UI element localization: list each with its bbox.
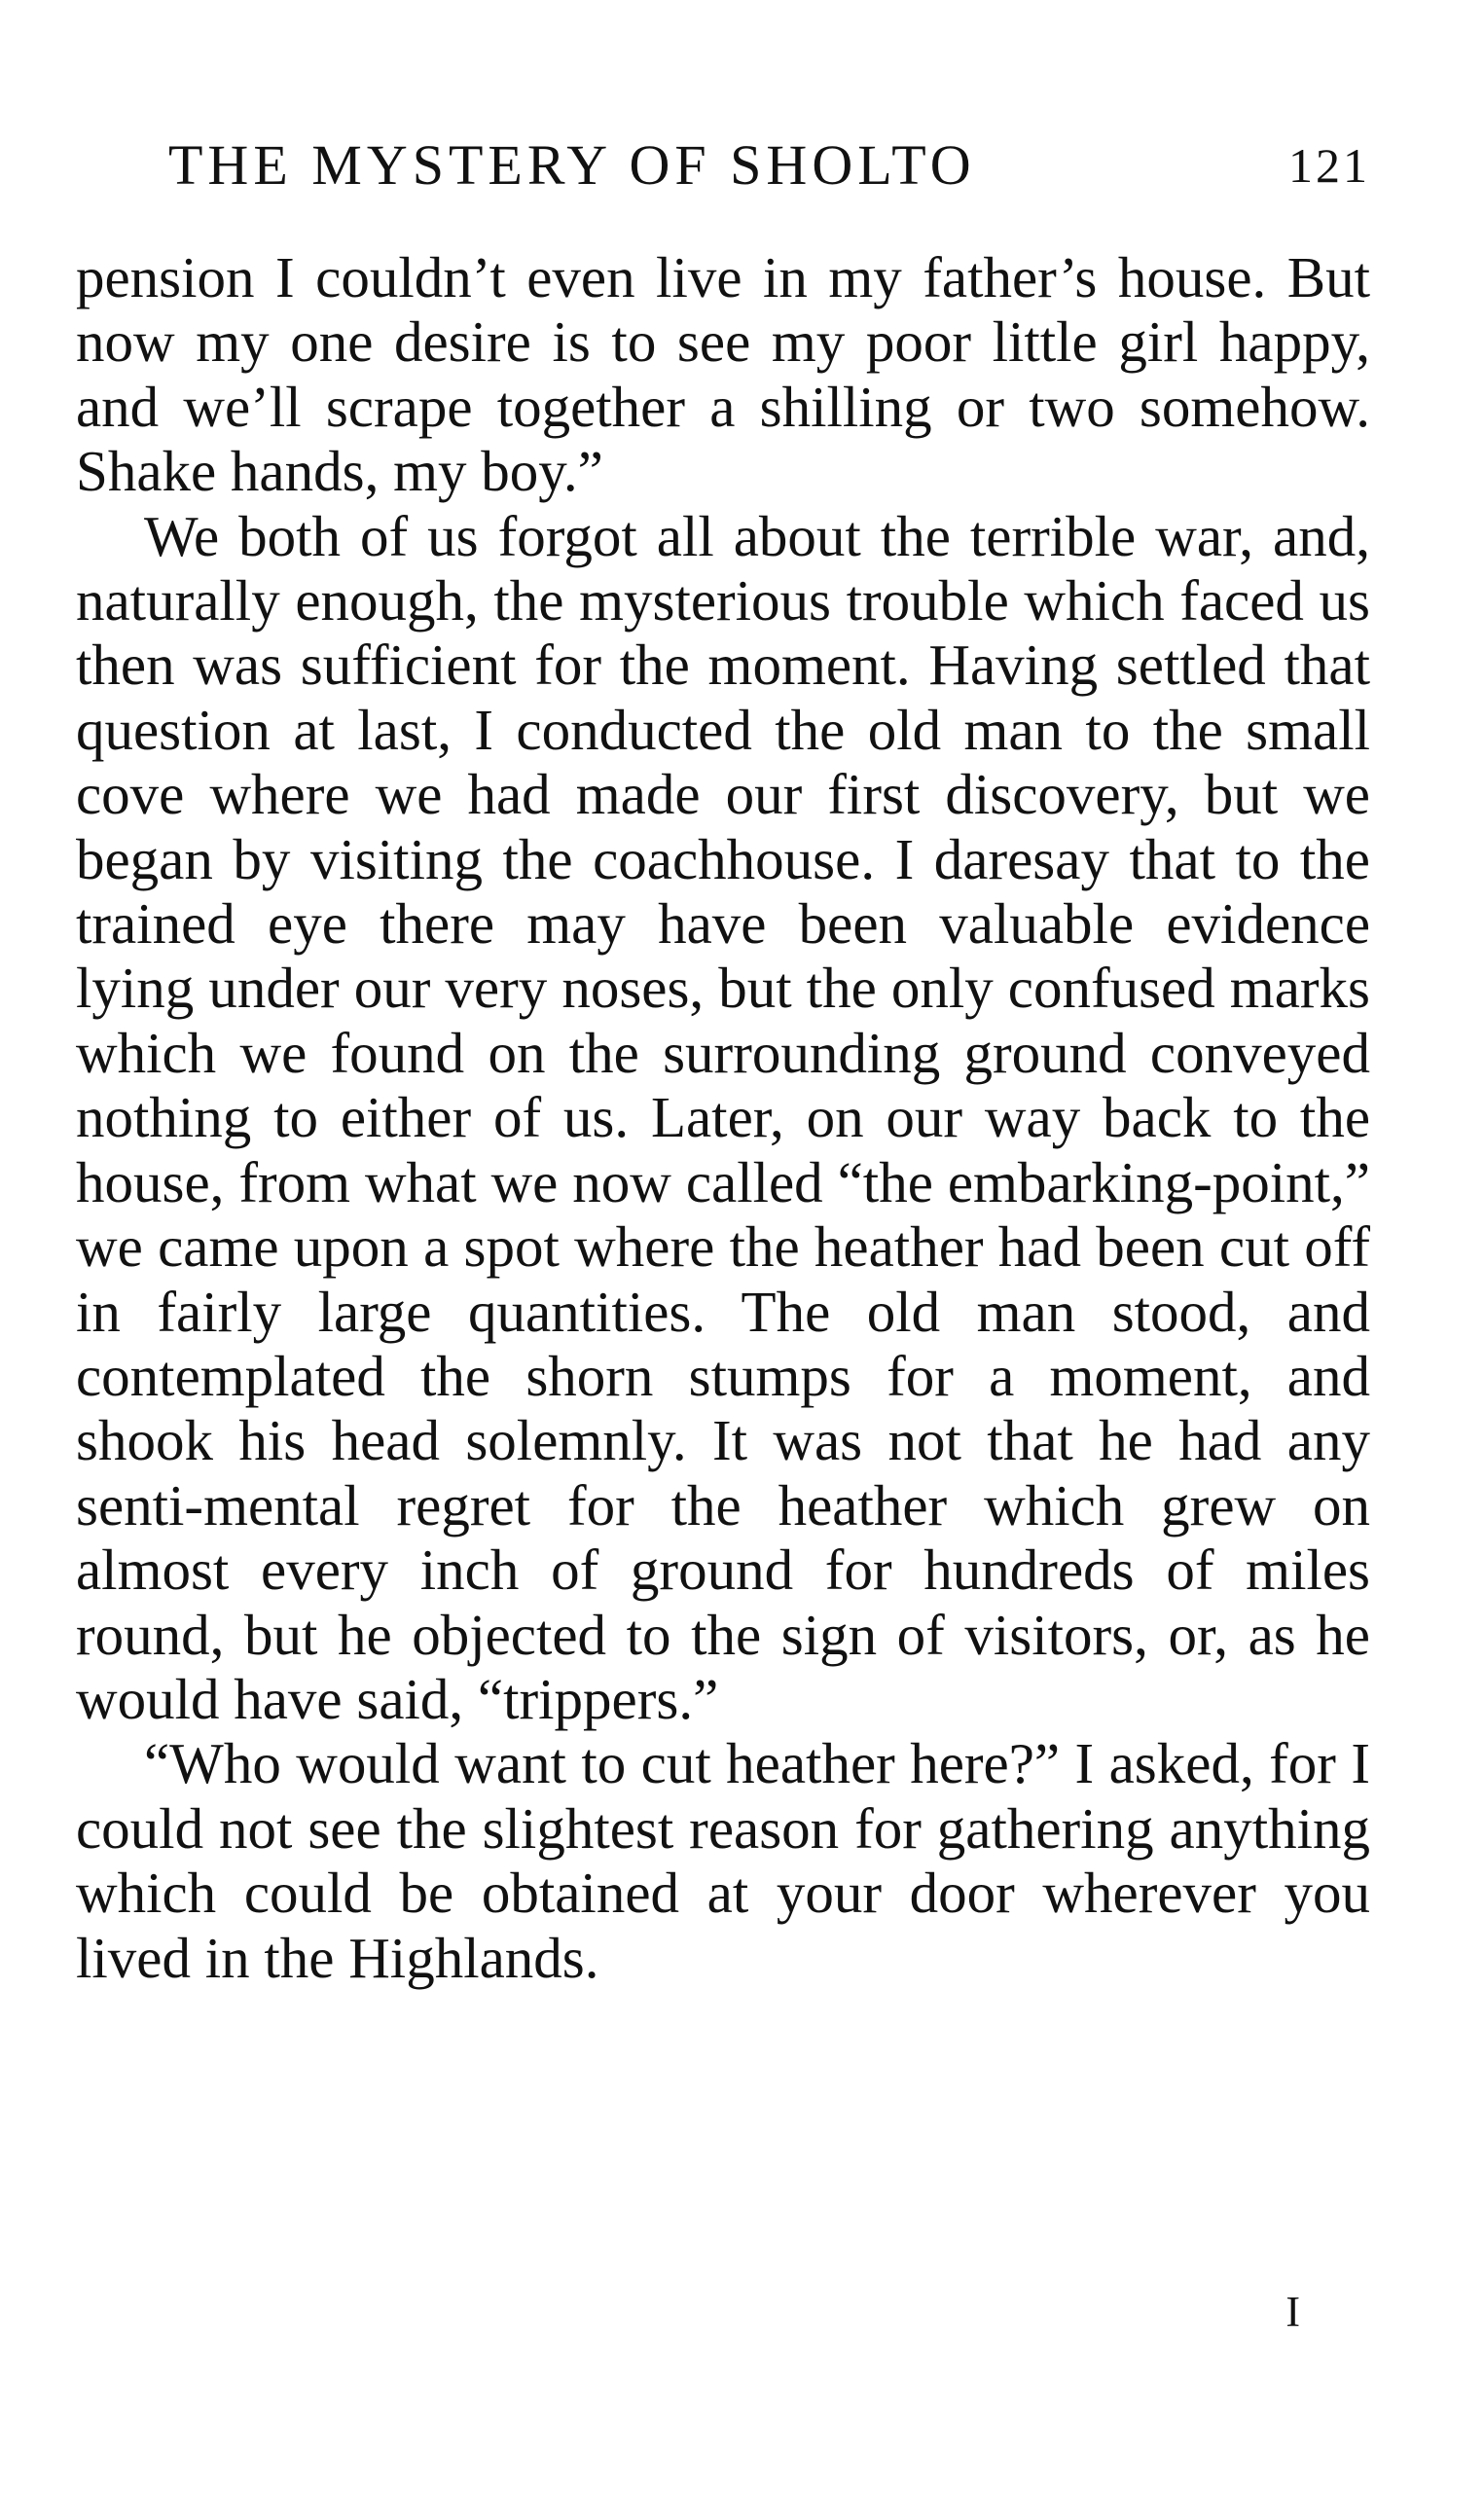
paragraph: “Who would want to cut heather here?” I asked, for I could not see the slightest reason for gathering anything which could be obtained at your door wherever you lived in the Highlands.	[76, 1731, 1370, 1990]
book-page	[76, 117, 1370, 2433]
paragraph: We both of us forgot all about the terrible war, and, naturally enough, the mysterious trouble which faced us then was sufficient for the moment. Having settled that question at last, I conducted the old man to the small cove where we had made our first discovery, but we began by visiting the coachhouse. I daresay that to the trained eye there may have been valuable evidence lying under our very noses, but the only confused marks which we found on the surrounding ground conveyed nothing to either of us. Later, on our way back to the house, from what we now called “the embarking-point,” we came upon a spot where the heather had been cut off in fairly large quantities. The old man stood, and contemplated the shorn stumps for a moment, and shook his head solemnly. It was not that he had any senti-mental regret for the heather which grew on almost every inch of ground for hundreds of miles round, but he objected to the sign of visitors, or, as he would have said, “trippers.”	[76, 503, 1370, 1731]
running-title: THE MYSTERY OF SHOLTO	[168, 133, 976, 197]
paragraph-continued: pension I couldn’t even live in my father’s house. But now my one desire is to see my poor little girl happy, and we’ll scrape together a shilling or two somehow. Shake hands, my boy.”	[76, 245, 1370, 504]
running-head	[76, 117, 1370, 214]
signature-mark: I	[1285, 2288, 1302, 2335]
page-number: 121	[1288, 138, 1370, 193]
body-text	[76, 245, 1370, 1990]
